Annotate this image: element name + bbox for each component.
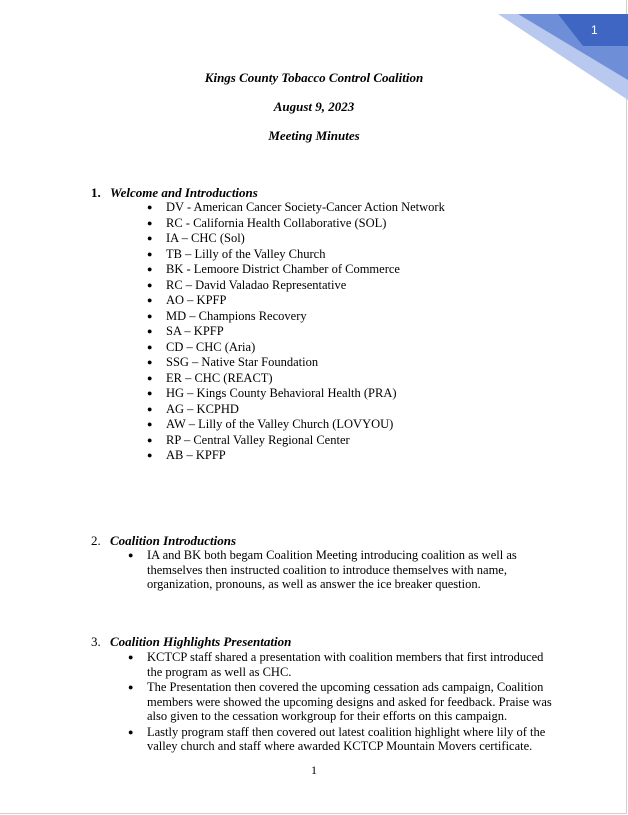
bullet-icon: ● [147, 372, 153, 383]
bullet-icon: ● [147, 217, 153, 228]
bullet-icon: ● [147, 450, 153, 460]
list-item [147, 247, 445, 263]
list-item [147, 309, 445, 325]
section-heading-highlights [91, 634, 291, 650]
list-item [147, 262, 445, 278]
bullet-icon: ● [147, 357, 153, 367]
list-item [147, 216, 445, 232]
list-item-text: BK - Lemoore District Chamber of Commerce [166, 262, 400, 276]
list-item [147, 324, 445, 340]
bullet-icon: ● [147, 279, 153, 290]
list-item-text: DV - American Cancer Society-Cancer Action Network [166, 200, 445, 214]
bullet-icon: ● [147, 264, 153, 274]
list-item-line: themselves then instructed coalition to introduce themselves with name, [147, 562, 507, 577]
list-item [128, 725, 568, 754]
section-number: 3. [91, 634, 101, 649]
list-item-text: TB – Lilly of the Valley Church [166, 246, 326, 261]
list-item-text: AW – Lilly of the Valley Church (LOVYOU) [166, 417, 394, 431]
list-item-line: The Presentation then covered the upcoming cessation ads campaign, Coalition [147, 680, 544, 694]
list-item [147, 231, 445, 247]
list-item-line: organization, pronouns, as well as answer the ice breaker question. [147, 577, 481, 591]
coalition-introductions-list [128, 548, 568, 593]
list-item [147, 402, 445, 418]
list-item-line: the program as well as CHC. [147, 664, 292, 679]
list-item-text: RP – Central Valley Regional Center [166, 432, 350, 447]
bullet-icon: ● [128, 652, 134, 662]
bullet-icon: ● [128, 726, 134, 737]
list-item [147, 448, 445, 464]
list-item [128, 548, 568, 592]
list-item-text: SA – KPFP [166, 324, 224, 338]
list-item-text: MD – Champions Recovery [166, 308, 307, 323]
list-item [147, 371, 445, 387]
list-item [147, 433, 445, 449]
bullet-icon: ● [147, 248, 153, 259]
list-item-text: IA – CHC (Sol) [166, 231, 245, 245]
list-item [147, 200, 445, 216]
section-title: Welcome and Introductions [110, 185, 258, 200]
list-item [147, 417, 445, 433]
list-item-line: Lastly program staff then covered out latest coalition highlight where lily of the [147, 724, 546, 739]
highlights-list [128, 650, 568, 755]
bullet-icon: ● [128, 682, 134, 692]
meeting-date: August 9, 2023 [273, 99, 355, 114]
list-item-text: ER – CHC (REACT) [166, 370, 273, 385]
list-item-text: AO – KPFP [166, 293, 227, 307]
bullet-icon: ● [147, 233, 153, 243]
bullet-icon: ● [147, 295, 153, 305]
list-item [128, 680, 568, 724]
section-number: 2. [91, 533, 101, 548]
list-item-text: RC - California Health Collaborative (SOL) [166, 215, 387, 230]
attendee-list [147, 200, 445, 464]
list-item-text: SSG – Native Star Foundation [166, 355, 319, 369]
footer-page-number: 1 [311, 763, 317, 777]
section-number: 1. [91, 185, 101, 200]
section-title: Coalition Introductions [110, 533, 237, 548]
document-title: Kings County Tobacco Control Coalition [204, 70, 424, 85]
bullet-icon: ● [147, 326, 153, 336]
list-item [147, 355, 445, 371]
list-item-line: members were showed the upcoming designs and asked for feedback. Praise was [147, 694, 552, 709]
list-item [147, 386, 445, 402]
list-item-text: CD – CHC (Aria) [166, 339, 256, 354]
list-item [128, 650, 568, 679]
list-item [147, 340, 445, 356]
list-item-line: also given to the cessation workgroup for their efforts on this campaign. [147, 709, 508, 723]
document-type: Meeting Minutes [268, 128, 360, 143]
list-item-line: valley church and staff where awarded KCTCP Mountain Movers certificate. [147, 739, 533, 753]
list-item [147, 293, 445, 309]
bullet-icon: ● [147, 202, 153, 212]
section-heading-welcome [91, 185, 258, 201]
list-item-line: IA and BK both begam Coalition Meeting introducing coalition as well as [147, 548, 517, 562]
list-item-text: AB – KPFP [166, 448, 226, 462]
list-item-text: RC – David Valadao Representative [166, 277, 347, 292]
bullet-icon: ● [128, 550, 134, 560]
bullet-icon: ● [147, 403, 153, 414]
section-heading-coalition-introductions [91, 533, 236, 549]
list-item [147, 278, 445, 294]
list-item-text: HG – Kings County Behavioral Health (PRA) [166, 386, 397, 400]
bullet-icon: ● [147, 388, 153, 398]
corner-page-number: 1 [591, 23, 598, 37]
bullet-icon: ● [147, 341, 153, 352]
list-item-text: AG – KCPHD [166, 401, 239, 416]
bullet-icon: ● [147, 419, 153, 429]
section-title: Coalition Highlights Presentation [110, 634, 292, 649]
bullet-icon: ● [147, 310, 153, 321]
list-item-line: KCTCP staff shared a presentation with coalition members that first introduced [147, 650, 544, 664]
bullet-icon: ● [147, 434, 153, 445]
